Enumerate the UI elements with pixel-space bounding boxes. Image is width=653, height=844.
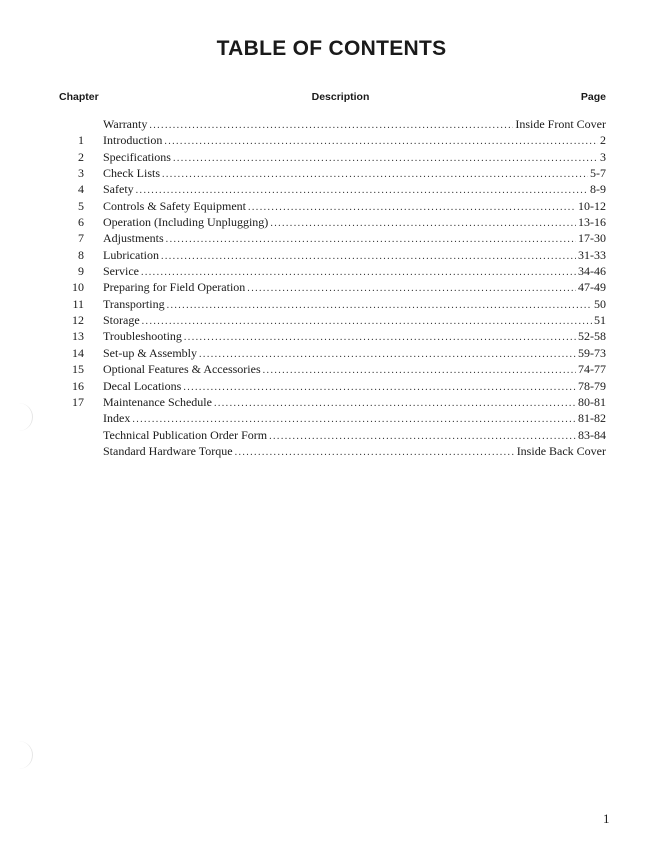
toc-entry-title: Safety (103, 182, 134, 197)
toc-entry (0, 116, 653, 132)
toc-entry-page: 34-46 (578, 264, 606, 279)
toc-entry-title: Check Lists (103, 166, 160, 181)
toc-entry-title: Lubrication (103, 247, 159, 262)
toc-entry (0, 296, 653, 312)
toc-entry-title: Optional Features & Accessories (103, 362, 261, 377)
toc-chapter-number: 16 (72, 378, 84, 393)
toc-entry (0, 312, 653, 328)
toc-entry-page: 47-49 (578, 280, 606, 295)
toc-entry (0, 345, 653, 361)
toc-chapter-number: 11 (72, 296, 84, 311)
toc-entry-title: Storage (103, 313, 140, 328)
toc-entry-title: Maintenance Schedule (103, 394, 212, 409)
toc-entry-title: Controls & Safety Equipment (103, 198, 246, 213)
toc-entry (0, 427, 653, 443)
table-of-contents-list (0, 116, 653, 459)
toc-entry (0, 279, 653, 295)
binder-hole-mark (14, 741, 33, 769)
toc-entry-page: 3 (600, 149, 606, 164)
toc-entry-page: 50 (594, 296, 606, 311)
toc-entry-title: Warranty (103, 117, 148, 131)
toc-chapter-number: 13 (72, 329, 84, 344)
toc-entry-page: 81-82 (578, 411, 606, 426)
toc-entry-page: 83-84 (578, 427, 606, 442)
toc-entry-page: 52-58 (578, 329, 606, 344)
toc-chapter-number: 15 (72, 362, 84, 377)
toc-entry-page: Inside Front Cover (515, 117, 606, 131)
toc-entry-page: Inside Back Cover (516, 443, 606, 458)
toc-entry-title: Introduction (103, 133, 163, 148)
toc-entry (0, 361, 653, 377)
toc-entry (0, 198, 653, 214)
toc-entry-page: 8-9 (590, 182, 606, 197)
toc-entry-title: Index (103, 411, 131, 426)
toc-entry-page: 13-16 (578, 215, 606, 230)
toc-entry-title: Service (103, 264, 139, 279)
toc-entry-title: Decal Locations (103, 378, 182, 393)
toc-entry (0, 165, 653, 181)
toc-entry-page: 5-7 (590, 166, 606, 181)
toc-entry (0, 230, 653, 246)
toc-chapter-number: 5 (78, 198, 84, 213)
page-column-header: Page (580, 91, 606, 103)
toc-entry-page: 10-12 (578, 198, 606, 213)
toc-entry-title: Preparing for Field Operation (103, 280, 246, 295)
toc-entry (0, 378, 653, 394)
toc-chapter-number: 6 (78, 215, 84, 230)
toc-entry-title: Operation (Including Unplugging) (103, 215, 269, 230)
toc-chapter-number: 7 (78, 231, 84, 246)
toc-entry (0, 328, 653, 344)
toc-entry (0, 443, 653, 459)
toc-entry-page: 78-79 (578, 378, 606, 393)
toc-entry-page: 74-77 (578, 362, 606, 377)
toc-chapter-number: 4 (78, 182, 84, 197)
toc-entry-page: 17-30 (578, 231, 606, 246)
dot-leader (235, 445, 515, 461)
toc-entry (0, 214, 653, 230)
toc-entry-title: Adjustments (103, 231, 164, 246)
toc-entry-page: 80-81 (578, 394, 606, 409)
toc-chapter-number: 12 (72, 313, 84, 328)
toc-entry-page: 59-73 (578, 345, 606, 360)
toc-chapter-number: 14 (72, 345, 84, 360)
toc-entry-page: 31-33 (578, 247, 606, 262)
page-number: 1 (603, 811, 610, 826)
page-title: TABLE OF CONTENTS (216, 37, 447, 60)
toc-entry (0, 394, 653, 410)
toc-chapter-number: 2 (78, 149, 84, 164)
toc-entry (0, 263, 653, 279)
toc-chapter-number: 1 (78, 133, 84, 148)
toc-entry (0, 247, 653, 263)
toc-entry-title: Specifications (103, 149, 171, 164)
toc-entry (0, 181, 653, 197)
toc-entry-title: Transporting (103, 296, 165, 311)
toc-entry (0, 149, 653, 165)
toc-chapter-number: 8 (78, 247, 84, 262)
toc-entry (0, 410, 653, 426)
toc-chapter-number: 10 (72, 280, 84, 295)
toc-entry-title: Troubleshooting (103, 329, 182, 344)
toc-entry-title: Set-up & Assembly (103, 345, 198, 360)
toc-chapter-number: 9 (78, 264, 84, 279)
toc-entry-title: Standard Hardware Torque (103, 443, 233, 458)
toc-entry-page: 51 (594, 313, 606, 328)
toc-entry-line (103, 443, 606, 461)
toc-entry-title: Technical Publication Order Form (103, 427, 268, 442)
chapter-column-header: Chapter (59, 91, 99, 103)
toc-chapter-number: 3 (78, 166, 84, 181)
toc-entry-page: 2 (600, 133, 606, 148)
toc-entry (0, 132, 653, 148)
description-column-header: Description (311, 91, 370, 103)
toc-chapter-number: 17 (72, 394, 84, 409)
